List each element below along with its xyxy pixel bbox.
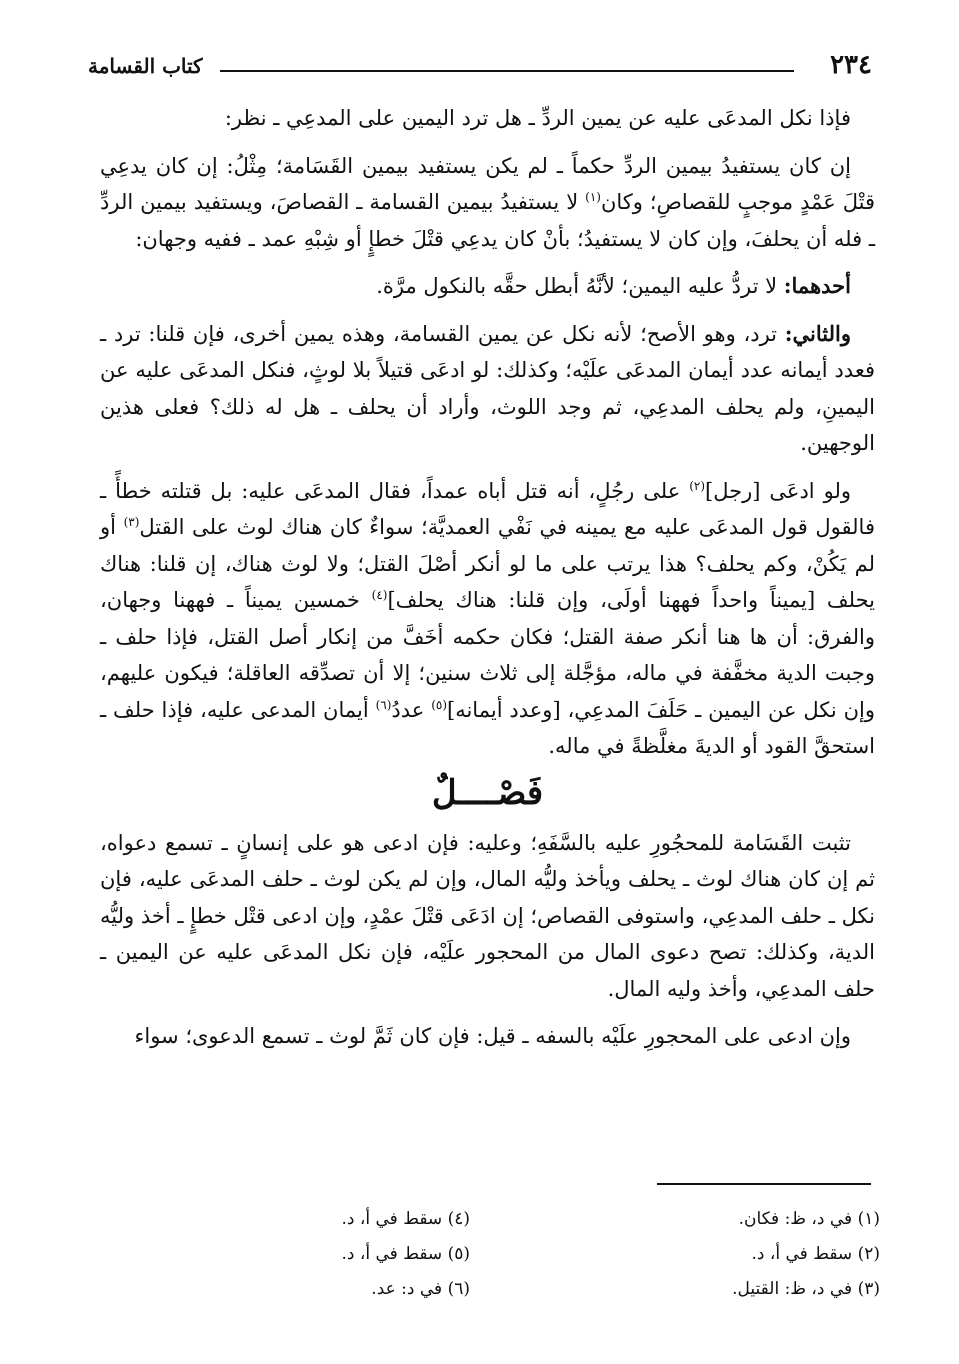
section-heading: فَصْــــلٌ [431, 772, 544, 813]
footnote-column [170, 1202, 470, 1307]
paragraph: وإن ادعى على المحجورِ علَيْه بالسفه ـ قيل: فإن كان ثَمَّ لوث ـ تسمع الدعوى؛ سواء [134, 1024, 851, 1048]
lead-term: والثاني: [784, 320, 851, 346]
footnote-ref: (٣) [123, 515, 140, 529]
footnote: (٢) سقط في أ، د. [751, 1244, 880, 1264]
paragraph: فإذا نكل المدعَى عليه عن يمين الردِّ ـ هل ترد اليمين على المدعِي ـ نظر: [224, 106, 851, 130]
footnote-ref: (٥) [431, 697, 448, 712]
footnote-ref: (١) [585, 190, 601, 204]
footnote: (٣) في د، ظ: القتيل. [732, 1279, 880, 1299]
header-rule [220, 70, 794, 72]
footnote: (٦) في د: عد. [371, 1279, 470, 1299]
footnote: (١) في د، ظ: فكان. [738, 1209, 880, 1229]
footnote: (٥) سقط في أ، د. [341, 1244, 470, 1264]
page-number: ٢٣٤ [830, 50, 872, 80]
page-header [88, 48, 872, 88]
paragraph: تثبت القَسَامة للمحجُورِ عليه بالسَّفَهِ؛ وعليه: فإن ادعى هو على إنسانٍ ـ تسمع دعواه، ثم إن كان هناك لوث ـ يحلف ويأخذ وليُّه المال، وإن لم يكن لوث ـ حلف المدعَى عليه، فإن نكل ـ حلف المدعِي، واستوفى القصاص؛ إن ادَعَى قتْلَ عمْدٍ، وإن ادعى قتْل خطإٍ ـ أخذ وليُّه الدية، وكذلك: تصح دعوى المال من المحجور علَيْه، فإن نكل المدعَى عليه عن اليمين ـ حلف المدعِي، وأخذ وليه المال. [100, 830, 875, 1001]
footnote-ref: (٢) [689, 478, 706, 493]
footnote-ref: (٤) [371, 588, 388, 602]
footnote: (٤) سقط في أ، د. [341, 1209, 470, 1229]
main-text [100, 100, 875, 1055]
paragraph: إن كان يستفيدُ بيمين الردِّ حكماً ـ لم يكن يستفيد بيمين القَسَامة؛ مِثْلُ: إن كان يدعِي قتْلَ عَمْدٍ موجبٍ للقصاصِ؛ وكان$^{(١)}$ لا يستفيدُ بيمين القسامة ـ القصاصَ، ويستفيد بيمين الردِّ ـ فله أن يحلفَ، وإن كان لا يستفيدُ؛ بأنْ كان يدعِي قتْلَ خطإٍ أو شِبْهِ عمد ـ ففيه وجهان: [100, 153, 876, 251]
paragraph: والثاني: ترد، وهو الأصح؛ لأنه نكل عن يمين القسامة، وهذه يمين أخرى، فإن قلنا: ترد ـ فعدد أيمانه عدد أيمان المدعَى علَيْه؛ وكذلك: لو ادعَى قتيلاً بلا لوثٍ، فنكل المدعَى عليه عن اليمينِ، ولم يحلف المدعِي، ثم وجد اللوث، وأراد أن يحلف ـ هل له ذلك؟ فعلى هذين الوجهين. [100, 320, 875, 455]
paragraph: أحدهما: لا تردُّ عليه اليمين؛ لأنَّهُ أبطل حقَّه بالنكول مرَّة. [376, 273, 851, 298]
paragraph: ولو ادعَى [رجل]$^{(٢)}$ على رجُلٍ، أنه قتل أباه عمداً، فقال المدعَى عليه: بل قتلته خطأً ـ فالقول قول المدعَى عليه مع يمينه في نَفْي العمديَّة؛ سواءٌ كان هناك لوث على القتل$^{(٣)}$ أو لم يَكُنْ، وكم يحلف؟ هذا يرتب على ما لو أنكر أصْلَ القتل؛ ولا لوث هناك، إن قلنا: هناك يحلف [يميناً واحداً فههنا أولَى، وإن قلنا: هناك يحلف]$^{(٤)}$ خمسين يميناً ـ فههنا وجهان، والفرق: أن ها هنا أنكر صفة القتل؛ فكان حكمه أخَفَّ من إنكار أصل القتل، فإذا حلف ـ وجبت الدية مخفَّفة في ماله، مؤجَّلة إلى ثلاث سنين؛ إلا أن تصدِّقه العاقلة؛ فيكون عليهم، وإن نكل عن اليمين ـ حَلَفَ المدعِي، [وعدد أيمانه]$^{(٥)}$ عددُ$^{(٦)}$ أيمان المدعى عليه، فإذا حلف ـ استحقَّ القود أو الديةَ مغلَّظةً في ماله. [100, 478, 876, 758]
lead-term: أحدهما: [783, 273, 851, 298]
footnote-column [580, 1202, 880, 1307]
footnote-ref: (٦) [375, 697, 392, 712]
footnote-separator [657, 1183, 871, 1185]
running-title: كتاب القسامة [88, 54, 203, 78]
